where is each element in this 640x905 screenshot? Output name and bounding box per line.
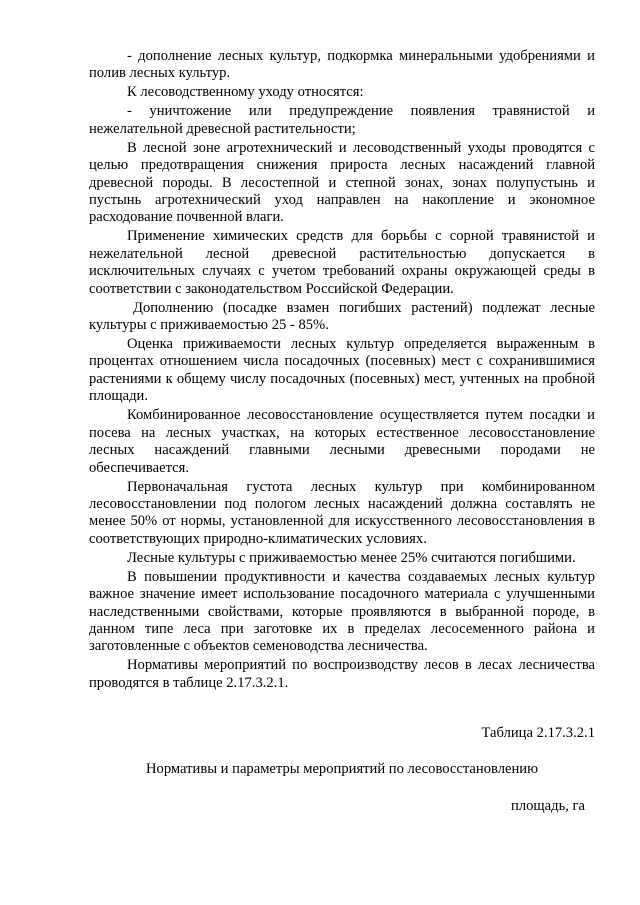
paragraph: Лесные культуры с приживаемостью менее 25% считаются погибшими. xyxy=(127,549,576,566)
paragraph: - уничтожение или предупреждение появления травянистой и нежелательной древесной растительности; xyxy=(89,103,595,137)
paragraph: К лесоводственному уходу относятся: xyxy=(127,84,364,101)
document-body xyxy=(89,48,595,815)
paragraph: В повышении продуктивности и качества создаваемых лесных культур важное значение имеет использование посадочного материала с улучшенными наследственными свойствами, которые проявляются в выбранной породе, в данном типе леса при заготовке их в пределах лесосеменного района и заготовленные с объектов семеноводства лесничества. xyxy=(89,568,595,655)
paragraph: Комбинированное лесовосстановление осуществляется путем посадки и посева на лесных участках, на которых естественное лесовосстановление лесных насаждений главными лесными древесными породами не обеспечивается. xyxy=(89,407,595,476)
table-label: Таблица 2.17.3.2.1 xyxy=(481,724,595,741)
spacer xyxy=(89,779,595,798)
paragraph: Дополнению (посадке взамен погибших растений) подлежат лесные культуры с приживаемостью 25 - 85%. xyxy=(89,299,595,334)
paragraph: Нормативы мероприятий по воспроизводству лесов в лесах лесничества проводятся в таблице 2.17.3.2.1. xyxy=(89,657,595,691)
paragraph: - дополнение лесных культур, подкормка минеральными удобрениями и полив лесных культур. xyxy=(89,48,595,82)
table-title: Нормативы и параметры мероприятий по лесовосстановлению xyxy=(146,761,538,778)
spacer xyxy=(89,742,595,761)
paragraph: Оценка приживаемости лесных культур определяется выраженным в процентах отношением числа посадочных (посевных) мест с сохранившимися растениями к общему числу посадочных (посевных) мест, учтенных на пробной площади. xyxy=(89,336,595,405)
paragraph: В лесной зоне агротехнический и лесоводственный уходы проводятся с целью предотвращения снижения прироста лесных насаждений главной древесной породы. В лесостепной и степной зонах, зонах полупустынь и пустынь агротехнический уход направлен на накопление и экономное расходование почвенной влаги. xyxy=(89,139,595,226)
spacer xyxy=(89,694,595,725)
paragraph: Первоначальная густота лесных культур при комбинированном лесовосстановлении под пологом лесных насаждений должна составлять не менее 50% от нормы, установленной для искусственного лесовосстановления в соответствующих природно-климатических условиях. xyxy=(89,478,595,547)
paragraph: Применение химических средств для борьбы с сорной травянистой и нежелательной лесной древесной растительностью допускается в исключительных случаях с учетом требований охраны окружающей среды в соответствии с законодательством Российской Федерации. xyxy=(89,228,595,297)
table-unit: площадь, га xyxy=(511,797,585,814)
